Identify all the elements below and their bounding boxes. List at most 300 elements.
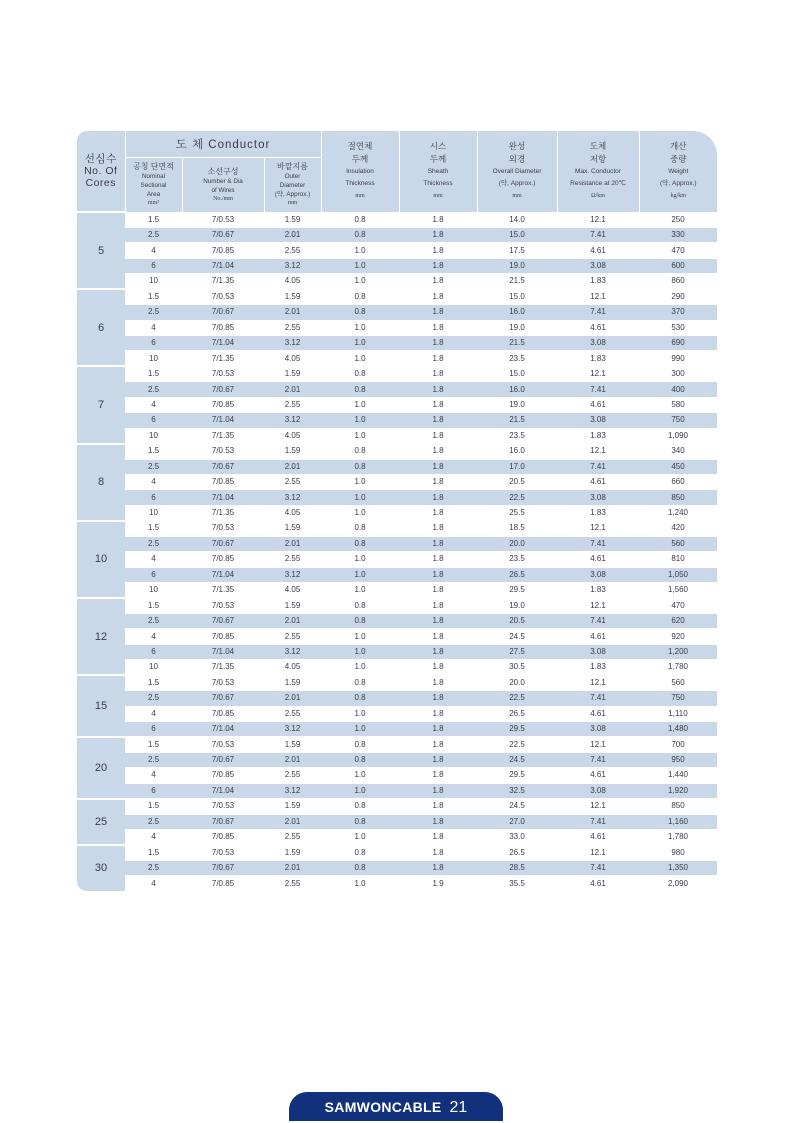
table-cell: 7/1.35 <box>182 274 264 289</box>
table-cell: 2.5 <box>125 536 182 551</box>
table-cell: 850 <box>639 799 717 814</box>
table-cell: 0.8 <box>321 305 399 320</box>
table-cell: 1.0 <box>321 428 399 443</box>
table-cell: 560 <box>639 536 717 551</box>
table-row <box>77 799 717 814</box>
table-cell: 7/0.67 <box>182 536 264 551</box>
table-cell: 860 <box>639 274 717 289</box>
table-cell: 7/0.53 <box>182 366 264 381</box>
table-cell: 4.61 <box>557 706 639 721</box>
header-area: 공칭 단면적 Nominal Sectional Area mm² <box>125 157 182 212</box>
table-cell: 4 <box>125 768 182 783</box>
cores-cell: 7 <box>77 366 125 443</box>
table-cell: 2.55 <box>264 768 321 783</box>
table-cell: 4 <box>125 876 182 891</box>
table-cell: 30.5 <box>477 660 557 675</box>
table-cell: 22.5 <box>477 691 557 706</box>
table-cell: 25.5 <box>477 505 557 520</box>
table-cell: 2.5 <box>125 752 182 767</box>
table-cell: 27.5 <box>477 644 557 659</box>
table-cell: 660 <box>639 474 717 489</box>
table-cell: 1.8 <box>399 490 477 505</box>
table-cell: 20.0 <box>477 536 557 551</box>
table-cell: 750 <box>639 691 717 706</box>
table-cell: 0.8 <box>321 845 399 860</box>
table-cell: 1.8 <box>399 706 477 721</box>
table-cell: 0.8 <box>321 227 399 242</box>
table-cell: 2.55 <box>264 830 321 845</box>
table-cell: 20.5 <box>477 613 557 628</box>
header-overall-diameter: 완성 외경 Overall Diameter (약, Approx.) mm <box>477 131 557 212</box>
table-cell: 2.01 <box>264 814 321 829</box>
table-cell: 2.5 <box>125 814 182 829</box>
table-cell: 4.05 <box>264 505 321 520</box>
table-cell: 4.05 <box>264 351 321 366</box>
table-cell: 950 <box>639 752 717 767</box>
table-cell: 26.5 <box>477 706 557 721</box>
table-cell: 1.8 <box>399 274 477 289</box>
table-cell: 7/1.04 <box>182 567 264 582</box>
table-cell: 1,780 <box>639 830 717 845</box>
table-cell: 0.8 <box>321 814 399 829</box>
table-row <box>77 490 717 505</box>
table-row <box>77 552 717 567</box>
table-cell: 450 <box>639 459 717 474</box>
table-cell: 7/1.04 <box>182 644 264 659</box>
table-cell: 0.8 <box>321 799 399 814</box>
table-cell: 6 <box>125 258 182 273</box>
table-cell: 7.41 <box>557 814 639 829</box>
table-row <box>77 274 717 289</box>
table-row <box>77 783 717 798</box>
table-cell: 17.5 <box>477 243 557 258</box>
table-cell: 420 <box>639 521 717 536</box>
table-cell: 330 <box>639 227 717 242</box>
table-cell: 2.5 <box>125 227 182 242</box>
table-cell: 470 <box>639 243 717 258</box>
table-cell: 1.5 <box>125 675 182 690</box>
table-cell: 1.0 <box>321 274 399 289</box>
table-cell: 17.0 <box>477 459 557 474</box>
table-cell: 4 <box>125 320 182 335</box>
table-cell: 7/0.67 <box>182 814 264 829</box>
table-cell: 2.01 <box>264 536 321 551</box>
table-cell: 3.08 <box>557 258 639 273</box>
table-cell: 1.8 <box>399 768 477 783</box>
table-cell: 4 <box>125 706 182 721</box>
table-cell: 2.55 <box>264 320 321 335</box>
table-row <box>77 660 717 675</box>
table-cell: 1.8 <box>399 258 477 273</box>
table-cell: 24.5 <box>477 799 557 814</box>
table-cell: 0.8 <box>321 613 399 628</box>
table-cell: 4.61 <box>557 474 639 489</box>
cores-cell: 20 <box>77 737 125 799</box>
table-cell: 24.5 <box>477 752 557 767</box>
table-row <box>77 289 717 304</box>
table-cell: 1.59 <box>264 845 321 860</box>
table-cell: 1.8 <box>399 629 477 644</box>
table-body <box>77 212 717 891</box>
table-cell: 7/1.04 <box>182 258 264 273</box>
table-cell: 1.5 <box>125 521 182 536</box>
table-cell: 1.59 <box>264 799 321 814</box>
table-cell: 10 <box>125 660 182 675</box>
table-cell: 6 <box>125 413 182 428</box>
table-cell: 10 <box>125 505 182 520</box>
table-cell: 1.8 <box>399 305 477 320</box>
table-cell: 7/1.04 <box>182 783 264 798</box>
table-cell: 1.0 <box>321 583 399 598</box>
table-cell: 19.0 <box>477 598 557 613</box>
table-cell: 1.8 <box>399 459 477 474</box>
table-cell: 1.83 <box>557 660 639 675</box>
table-cell: 1.8 <box>399 227 477 242</box>
cores-cell: 25 <box>77 799 125 845</box>
table-cell: 0.8 <box>321 444 399 459</box>
table-cell: 19.0 <box>477 258 557 273</box>
table-cell: 7/0.53 <box>182 212 264 227</box>
table-cell: 2.5 <box>125 691 182 706</box>
table-cell: 990 <box>639 351 717 366</box>
table-cell: 1.8 <box>399 830 477 845</box>
table-cell: 3.12 <box>264 783 321 798</box>
table-cell: 2.01 <box>264 382 321 397</box>
table-cell: 1,920 <box>639 783 717 798</box>
table-cell: 2.01 <box>264 459 321 474</box>
table-cell: 0.8 <box>321 598 399 613</box>
table-cell: 1,350 <box>639 860 717 875</box>
table-cell: 15.0 <box>477 227 557 242</box>
table-cell: 1.83 <box>557 583 639 598</box>
table-cell: 3.12 <box>264 644 321 659</box>
table-cell: 7/0.53 <box>182 675 264 690</box>
table-cell: 2.01 <box>264 691 321 706</box>
table-cell: 1.0 <box>321 397 399 412</box>
table-cell: 7/1.35 <box>182 583 264 598</box>
header-weight: 개산 중량 Weight (약, Approx.) kg/km <box>639 131 717 212</box>
table-row <box>77 691 717 706</box>
table-cell: 1.0 <box>321 351 399 366</box>
table-row <box>77 305 717 320</box>
table-cell: 1.5 <box>125 845 182 860</box>
header-wires: 소선구성 Number & Dia of Wires No./mm <box>182 157 264 212</box>
table-cell: 1.8 <box>399 567 477 582</box>
table-cell: 3.08 <box>557 490 639 505</box>
table-cell: 3.12 <box>264 413 321 428</box>
table-cell: 1,780 <box>639 660 717 675</box>
table-cell: 400 <box>639 382 717 397</box>
table-cell: 29.5 <box>477 583 557 598</box>
cores-cell: 8 <box>77 444 125 521</box>
table-cell: 10 <box>125 274 182 289</box>
table-cell: 7/0.85 <box>182 552 264 567</box>
table-cell: 1.59 <box>264 598 321 613</box>
table-cell: 1.8 <box>399 521 477 536</box>
table-cell: 3.08 <box>557 644 639 659</box>
table-row <box>77 629 717 644</box>
table-cell: 22.5 <box>477 490 557 505</box>
table-cell: 29.5 <box>477 721 557 736</box>
table-cell: 1.0 <box>321 413 399 428</box>
table-cell: 1.8 <box>399 351 477 366</box>
table-cell: 4 <box>125 552 182 567</box>
table-cell: 4.61 <box>557 629 639 644</box>
table-cell: 3.08 <box>557 336 639 351</box>
table-cell: 10 <box>125 428 182 443</box>
table-cell: 7/1.35 <box>182 351 264 366</box>
table-cell: 7/0.85 <box>182 320 264 335</box>
table-cell: 4 <box>125 629 182 644</box>
cores-cell: 10 <box>77 521 125 598</box>
table-cell: 15.0 <box>477 366 557 381</box>
table-cell: 15.0 <box>477 289 557 304</box>
table-cell: 7/0.67 <box>182 860 264 875</box>
table-row <box>77 382 717 397</box>
table-cell: 980 <box>639 845 717 860</box>
table-cell: 1,110 <box>639 706 717 721</box>
table-row <box>77 536 717 551</box>
table-cell: 18.5 <box>477 521 557 536</box>
table-cell: 2.55 <box>264 552 321 567</box>
table-cell: 3.08 <box>557 783 639 798</box>
table-cell: 7/0.85 <box>182 629 264 644</box>
table-cell: 4.61 <box>557 320 639 335</box>
table-cell: 1.8 <box>399 552 477 567</box>
table-cell: 1.0 <box>321 768 399 783</box>
table-cell: 4.05 <box>264 274 321 289</box>
table-cell: 26.5 <box>477 567 557 582</box>
table-cell: 1.0 <box>321 567 399 582</box>
table-cell: 1.0 <box>321 243 399 258</box>
table-cell: 1.0 <box>321 660 399 675</box>
table-cell: 0.8 <box>321 459 399 474</box>
table-cell: 0.8 <box>321 860 399 875</box>
table-cell: 1.83 <box>557 274 639 289</box>
cores-cell: 30 <box>77 845 125 891</box>
table-cell: 7/0.53 <box>182 799 264 814</box>
table-cell: 1.8 <box>399 413 477 428</box>
table-cell: 3.08 <box>557 413 639 428</box>
cable-spec-table-container <box>77 131 717 891</box>
table-cell: 3.12 <box>264 336 321 351</box>
table-cell: 4.61 <box>557 397 639 412</box>
table-cell: 7/0.53 <box>182 598 264 613</box>
table-cell: 3.12 <box>264 490 321 505</box>
table-cell: 1.8 <box>399 366 477 381</box>
table-cell: 16.0 <box>477 444 557 459</box>
cores-cell: 15 <box>77 675 125 737</box>
table-cell: 1.8 <box>399 212 477 227</box>
header-resistance: 도체 저항 Max. Conductor Resistance at 20℃ Ω/km <box>557 131 639 212</box>
table-cell: 4.61 <box>557 243 639 258</box>
table-row <box>77 521 717 536</box>
table-cell: 1.0 <box>321 505 399 520</box>
table-cell: 12.1 <box>557 799 639 814</box>
table-cell: 6 <box>125 567 182 582</box>
table-cell: 7/1.35 <box>182 428 264 443</box>
table-cell: 33.0 <box>477 830 557 845</box>
table-row <box>77 366 717 381</box>
header-conductor-group: 도 체 Conductor <box>125 131 321 157</box>
table-row <box>77 320 717 335</box>
table-cell: 340 <box>639 444 717 459</box>
table-cell: 1.8 <box>399 721 477 736</box>
table-cell: 6 <box>125 721 182 736</box>
table-cell: 7/0.85 <box>182 243 264 258</box>
table-row <box>77 814 717 829</box>
table-cell: 20.0 <box>477 675 557 690</box>
table-cell: 1.59 <box>264 366 321 381</box>
table-cell: 1.59 <box>264 737 321 752</box>
table-cell: 4 <box>125 243 182 258</box>
table-cell: 12.1 <box>557 598 639 613</box>
table-cell: 24.5 <box>477 629 557 644</box>
table-row <box>77 505 717 520</box>
table-row <box>77 567 717 582</box>
table-cell: 7/0.85 <box>182 830 264 845</box>
table-cell: 1.8 <box>399 243 477 258</box>
table-cell: 1.8 <box>399 428 477 443</box>
table-cell: 12.1 <box>557 212 639 227</box>
table-cell: 4 <box>125 397 182 412</box>
table-cell: 810 <box>639 552 717 567</box>
table-cell: 7/0.67 <box>182 305 264 320</box>
table-cell: 4.05 <box>264 660 321 675</box>
table-cell: 560 <box>639 675 717 690</box>
table-cell: 1.8 <box>399 598 477 613</box>
table-row <box>77 845 717 860</box>
table-cell: 12.1 <box>557 675 639 690</box>
table-row <box>77 258 717 273</box>
table-row <box>77 243 717 258</box>
table-cell: 7/1.04 <box>182 413 264 428</box>
table-cell: 920 <box>639 629 717 644</box>
table-cell: 1.9 <box>399 876 477 891</box>
table-cell: 16.0 <box>477 305 557 320</box>
table-cell: 530 <box>639 320 717 335</box>
table-row <box>77 768 717 783</box>
table-cell: 7/1.04 <box>182 490 264 505</box>
table-row <box>77 336 717 351</box>
table-row <box>77 583 717 598</box>
table-cell: 3.08 <box>557 567 639 582</box>
table-cell: 6 <box>125 783 182 798</box>
table-cell: 4.05 <box>264 583 321 598</box>
table-cell: 4.05 <box>264 428 321 443</box>
table-cell: 4.61 <box>557 876 639 891</box>
cores-cell: 12 <box>77 598 125 675</box>
table-cell: 1.8 <box>399 752 477 767</box>
table-cell: 12.1 <box>557 845 639 860</box>
header-insulation: 절연체 두께 Insulation Thickness mm <box>321 131 399 212</box>
table-cell: 700 <box>639 737 717 752</box>
table-cell: 7.41 <box>557 613 639 628</box>
table-cell: 7/0.85 <box>182 706 264 721</box>
table-cell: 1.8 <box>399 382 477 397</box>
table-row <box>77 613 717 628</box>
table-cell: 370 <box>639 305 717 320</box>
table-cell: 1.5 <box>125 799 182 814</box>
table-cell: 23.5 <box>477 428 557 443</box>
table-cell: 7/1.04 <box>182 721 264 736</box>
table-cell: 16.0 <box>477 382 557 397</box>
table-cell: 35.5 <box>477 876 557 891</box>
table-cell: 7/0.67 <box>182 227 264 242</box>
table-cell: 7/1.04 <box>182 336 264 351</box>
table-cell: 20.5 <box>477 474 557 489</box>
table-cell: 7.41 <box>557 305 639 320</box>
table-row <box>77 860 717 875</box>
table-cell: 1.0 <box>321 830 399 845</box>
table-cell: 6 <box>125 644 182 659</box>
table-cell: 1.83 <box>557 428 639 443</box>
table-header <box>77 131 717 212</box>
table-cell: 32.5 <box>477 783 557 798</box>
table-cell: 1,050 <box>639 567 717 582</box>
table-cell: 7/0.85 <box>182 876 264 891</box>
table-cell: 750 <box>639 413 717 428</box>
table-cell: 2.5 <box>125 459 182 474</box>
table-cell: 1.5 <box>125 444 182 459</box>
table-cell: 690 <box>639 336 717 351</box>
table-cell: 0.8 <box>321 536 399 551</box>
table-cell: 1.5 <box>125 366 182 381</box>
table-cell: 21.5 <box>477 413 557 428</box>
table-cell: 2,090 <box>639 876 717 891</box>
table-cell: 580 <box>639 397 717 412</box>
table-row <box>77 428 717 443</box>
table-cell: 2.55 <box>264 629 321 644</box>
table-cell: 1.0 <box>321 490 399 505</box>
table-cell: 1,440 <box>639 768 717 783</box>
table-row <box>77 830 717 845</box>
table-row <box>77 351 717 366</box>
table-cell: 0.8 <box>321 737 399 752</box>
table-cell: 1.59 <box>264 212 321 227</box>
table-cell: 12.1 <box>557 289 639 304</box>
table-cell: 23.5 <box>477 552 557 567</box>
table-cell: 1.8 <box>399 799 477 814</box>
cores-cell: 5 <box>77 212 125 289</box>
table-row <box>77 675 717 690</box>
table-cell: 1.83 <box>557 351 639 366</box>
table-cell: 0.8 <box>321 691 399 706</box>
table-cell: 4.61 <box>557 830 639 845</box>
table-row <box>77 876 717 891</box>
table-cell: 0.8 <box>321 675 399 690</box>
table-row <box>77 474 717 489</box>
table-cell: 850 <box>639 490 717 505</box>
header-cores: 선심수 No. Of Cores <box>77 131 125 212</box>
table-cell: 1.0 <box>321 552 399 567</box>
table-cell: 7/0.85 <box>182 397 264 412</box>
table-cell: 7/0.53 <box>182 444 264 459</box>
table-cell: 1.8 <box>399 675 477 690</box>
table-row <box>77 212 717 227</box>
table-cell: 0.8 <box>321 382 399 397</box>
table-cell: 0.8 <box>321 289 399 304</box>
table-cell: 1.8 <box>399 289 477 304</box>
table-cell: 1.59 <box>264 289 321 304</box>
table-cell: 4 <box>125 830 182 845</box>
table-cell: 2.55 <box>264 474 321 489</box>
table-cell: 1.8 <box>399 474 477 489</box>
table-cell: 14.0 <box>477 212 557 227</box>
table-cell: 1,160 <box>639 814 717 829</box>
table-cell: 7/0.67 <box>182 691 264 706</box>
table-cell: 7.41 <box>557 227 639 242</box>
